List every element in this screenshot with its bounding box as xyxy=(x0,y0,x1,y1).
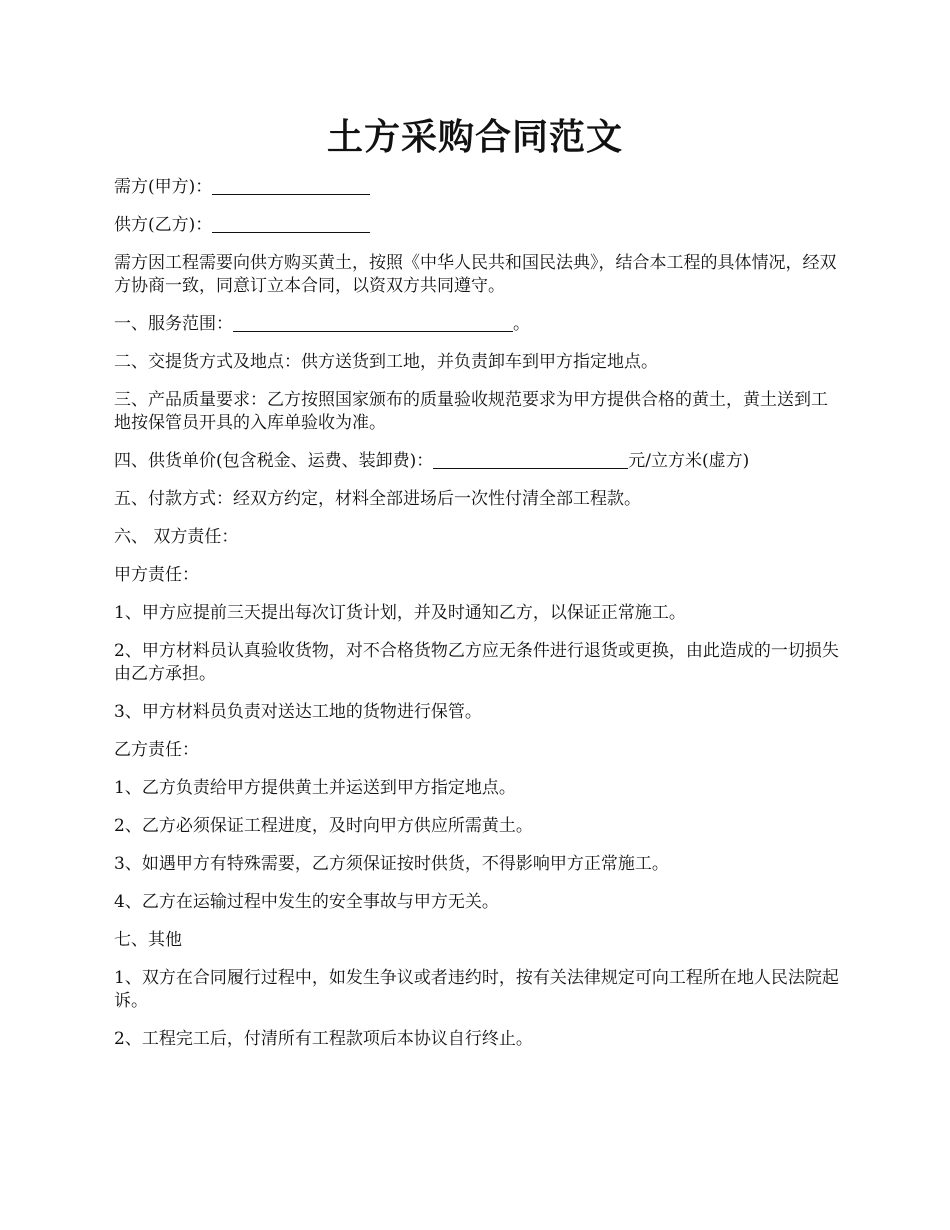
other-item: 1、双方在合同履行过程中，如发生争议或者违约时，按有关法律规定可向工程所在地人民法院起诉。 xyxy=(114,968,839,1011)
other-item: 2、工程完工后，付清所有工程款项后本协议自行终止。 xyxy=(114,1029,533,1049)
party-a-duties-heading: 甲方责任： xyxy=(114,565,199,585)
party-a-duty-item: 2、甲方材料员认真验收货物，对不合格货物乙方应无条件进行退货或更换，由此造成的一切损失由乙方承担。 xyxy=(114,641,839,684)
payment-clause: 五、付款方式：经双方约定，材料全部进场后一次性付清全部工程款。 xyxy=(114,489,641,509)
party-b-label: 供方(乙方)： xyxy=(114,215,213,235)
party-a-line xyxy=(114,176,844,199)
price-unit: 元/立方米(虚方) xyxy=(628,451,750,471)
intro-paragraph: 需方因工程需要向供方购买黄土，按照《中华人民共和国民法典》，结合本工程的具体情况，经双方协商一致，同意订立本合同，以资双方共同遵守。 xyxy=(114,253,837,296)
document-title: 土方采购合同范文 xyxy=(326,116,623,158)
other-heading: 七、其他 xyxy=(114,930,182,950)
party-b-blank xyxy=(212,215,370,233)
party-b-duty-item: 4、乙方在运输过程中发生的安全事故与甲方无关。 xyxy=(114,892,499,912)
party-b-duty-item: 1、乙方负责给甲方提供黄土并运送到甲方指定地点。 xyxy=(114,778,516,798)
party-b-duty-item: 2、乙方必须保证工程进度，及时向甲方供应所需黄土。 xyxy=(114,816,533,836)
scope-blank xyxy=(233,314,513,332)
duties-heading: 六、 双方责任： xyxy=(114,527,239,547)
quality-clause: 三、产品质量要求：乙方按照国家颁布的质量验收规范要求为甲方提供合格的黄土，黄土送到工地按保管员开具的入库单验收为准。 xyxy=(114,390,828,433)
party-b-duty-item: 3、如遇甲方有特殊需要，乙方须保证按时供货，不得影响甲方正常施工。 xyxy=(114,854,669,874)
party-a-blank xyxy=(212,177,370,195)
party-a-label: 需方(甲方)： xyxy=(114,177,213,197)
price-label: 四、供货单价(包含税金、运费、装卸费)： xyxy=(114,451,434,471)
scope-end: 。 xyxy=(513,314,530,334)
scope-line xyxy=(114,313,844,336)
party-a-duty-item: 1、甲方应提前三天提出每次订货计划，并及时通知乙方，以保证正常施工。 xyxy=(114,603,686,623)
party-b-line xyxy=(114,214,844,237)
delivery-clause: 二、交提货方式及地点：供方送货到工地，并负责卸车到甲方指定地点。 xyxy=(114,352,658,372)
price-blank xyxy=(433,451,628,469)
party-b-duties-heading: 乙方责任： xyxy=(114,740,199,760)
party-a-duty-item: 3、甲方材料员负责对送达工地的货物进行保管。 xyxy=(114,702,482,722)
scope-label: 一、服务范围： xyxy=(114,314,233,334)
price-line xyxy=(114,450,844,473)
document-body xyxy=(114,176,844,1066)
